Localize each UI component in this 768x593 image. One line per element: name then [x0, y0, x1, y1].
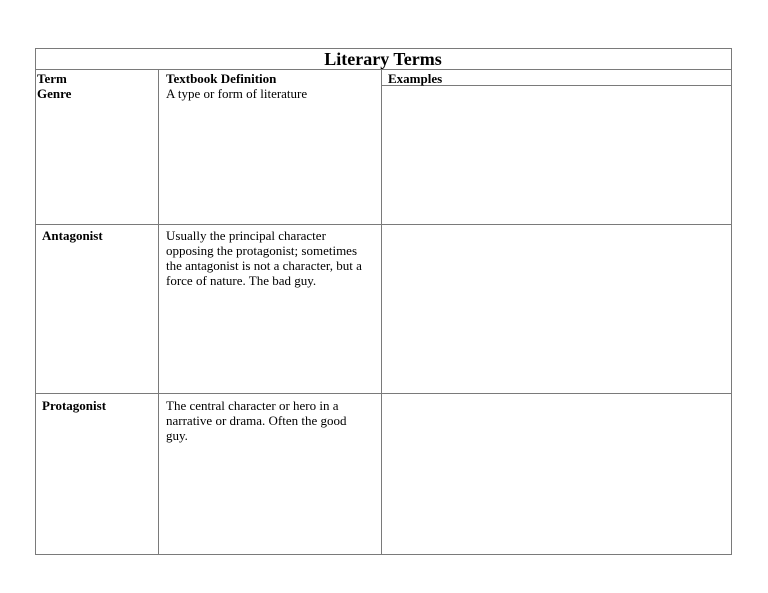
definition-protagonist: The central character or hero in a narrative or drama. Often the good guy. — [166, 398, 347, 443]
term-protagonist: Protagonist — [42, 398, 107, 413]
header-definition: Textbook Definition — [166, 71, 277, 86]
examples-antagonist[interactable] — [388, 228, 723, 388]
examples-protagonist[interactable] — [388, 398, 723, 548]
term-genre: Genre — [37, 86, 72, 101]
term-antagonist: Antagonist — [42, 228, 103, 243]
page-title: Literary Terms — [324, 49, 442, 69]
header-examples: Examples — [388, 71, 443, 86]
definition-genre: A type or form of literature — [166, 86, 308, 101]
header-term: Term — [37, 71, 67, 86]
examples-genre[interactable] — [388, 86, 723, 222]
definition-antagonist: Usually the principal character opposing the protagonist; sometimes the antagonist is not a character, but a force of nature. The bad guy. — [166, 228, 362, 288]
